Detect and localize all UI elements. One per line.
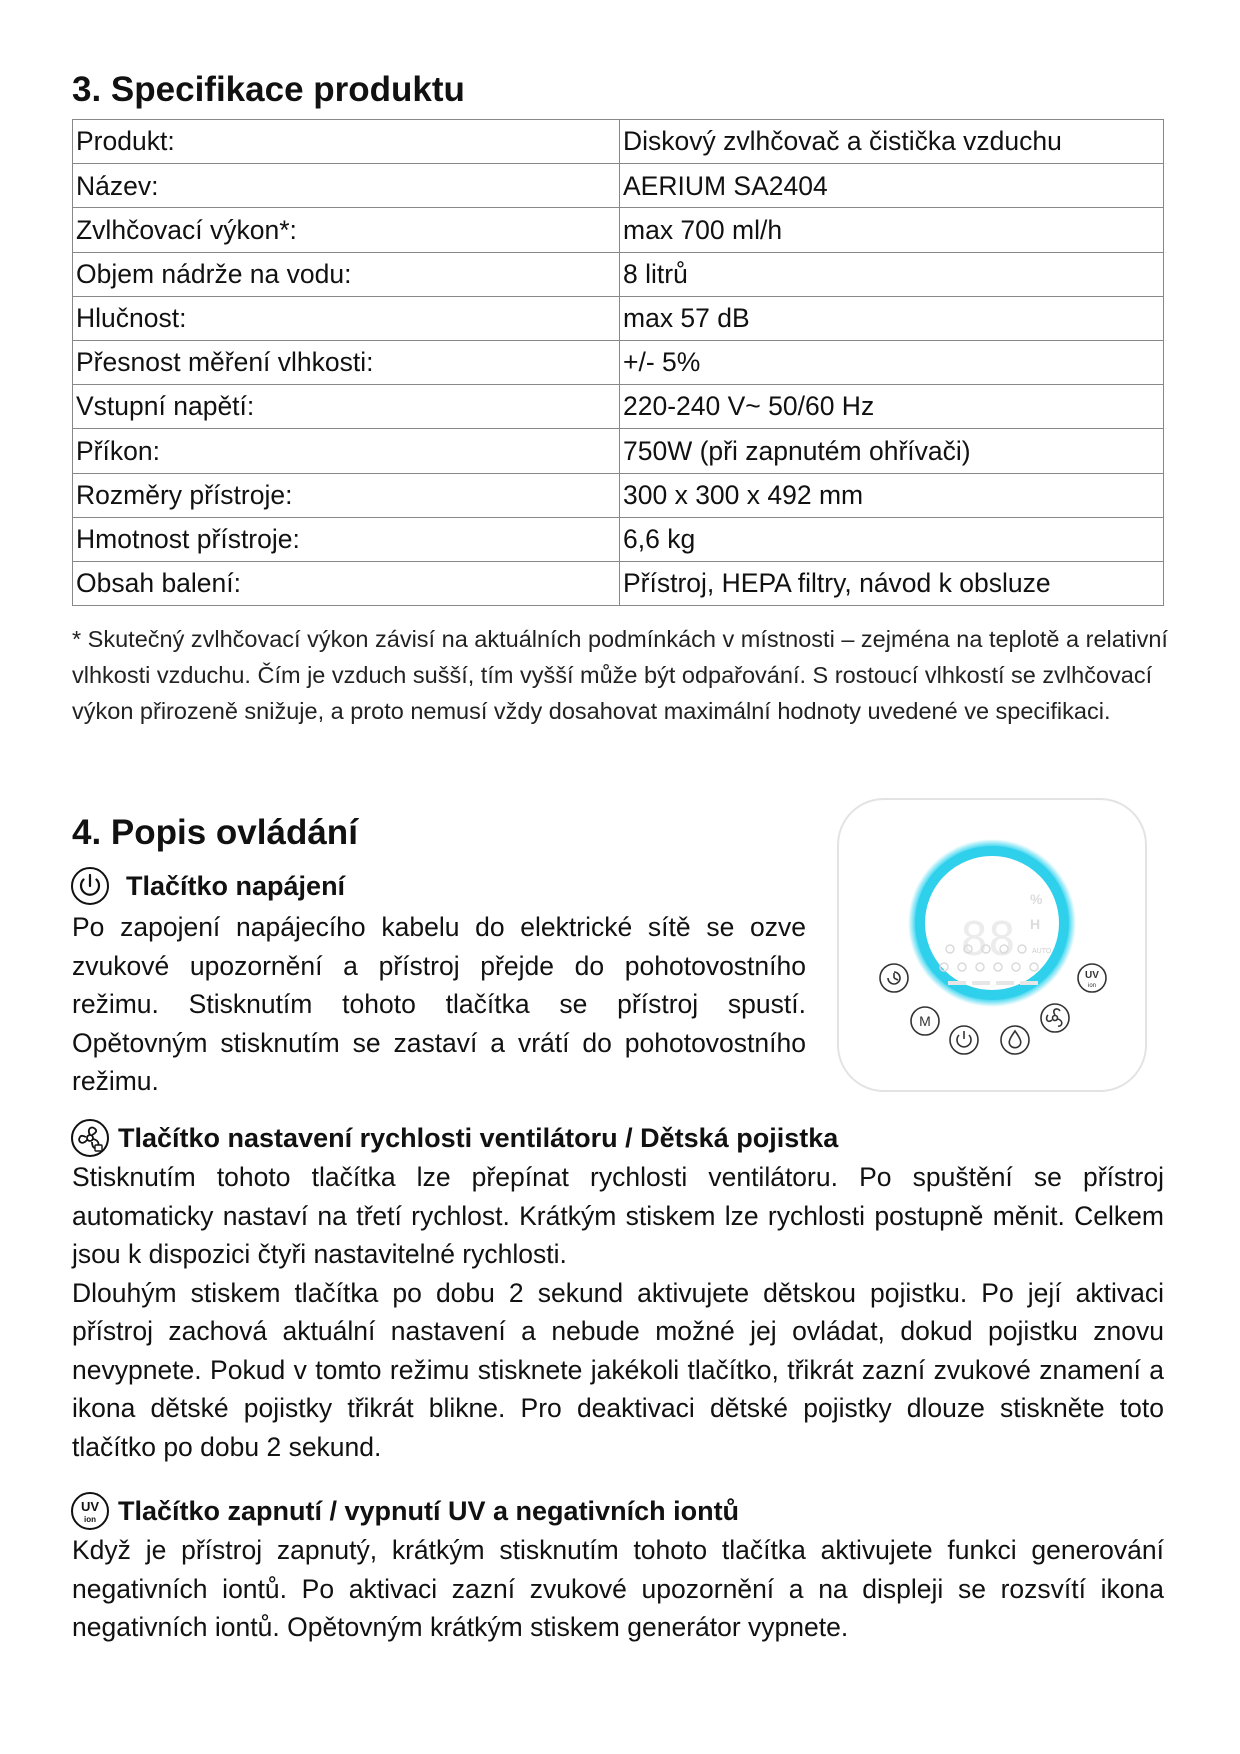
spec-label: Příkon: — [73, 429, 620, 473]
spec-row — [73, 164, 1164, 208]
spec-value: 8 litrů — [620, 252, 1164, 296]
fan-description — [72, 1158, 1164, 1466]
spec-value: 750W (při zapnutém ohřívači) — [620, 429, 1164, 473]
uv-icon-label: UV — [80, 1499, 100, 1514]
spec-heading: 3. Specifikace produktu — [72, 70, 465, 109]
uv-subheading — [70, 1491, 739, 1531]
spec-value: Přístroj, HEPA filtry, návod k obsluze — [620, 561, 1164, 605]
spec-label: Produkt: — [73, 120, 620, 164]
spec-row — [73, 517, 1164, 561]
uv-description — [72, 1531, 1164, 1647]
auto-indicator: AUTO — [1032, 948, 1052, 955]
spec-label: Hlučnost: — [73, 296, 620, 340]
uv-title: Tlačítko zapnutí / vypnutí UV a negativních iontů — [118, 1495, 740, 1526]
spec-label: Vstupní napětí: — [73, 385, 620, 429]
spec-label: Název: — [73, 164, 620, 208]
spec-value: AERIUM SA2404 — [620, 164, 1164, 208]
spec-row — [73, 296, 1164, 340]
power-title: Tlačítko napájení — [126, 870, 346, 901]
spec-value: max 700 ml/h — [620, 208, 1164, 252]
spec-row — [73, 429, 1164, 473]
spec-row — [73, 385, 1164, 429]
uv-button-sublabel: ion — [1087, 983, 1097, 989]
controls-heading: 4. Popis ovládání — [72, 813, 358, 852]
spec-row — [73, 473, 1164, 517]
fan-text-2: Dlouhým stiskem tlačítka po dobu 2 sekund aktivujete dětskou pojistku. Po její aktivaci přístroj zachová aktuální nastavení a nebude možné jej ovládat, dokud pojistku znovu nevypnete. Pokud v tomto režimu stisknete jakékoli tlačítko, třikrát zazní zvukové znamení a ikona dětské pojistky třikrát blikne. Pro deaktivaci dětské pojistky dlouze stiskněte toto tlačítko po dobu 2 sekund. — [72, 1277, 1164, 1462]
power-icon — [70, 866, 110, 906]
spec-value: 6,6 kg — [620, 517, 1164, 561]
spec-row — [73, 120, 1164, 164]
spec-label: Hmotnost přístroje: — [73, 517, 620, 561]
spec-row — [73, 561, 1164, 605]
spec-value: +/- 5% — [620, 340, 1164, 384]
spec-footnote: * Skutečný zvlhčovací výkon závisí na aktuálních podmínkách v místnosti – zejména na teplotě a relativní vlhkosti vzduchu. Čím je vzduch sušší, tím vyšší může být odpařování. S rostoucí vlhkostí se zvlhčovací výkon přirozeně snižuje, a proto nemusí vždy dosahovat maximální hodnoty uvedené ve specifikaci. — [72, 626, 1168, 724]
fan-text-1: Stisknutím tohoto tlačítka lze přepínat rychlosti ventilátoru. Po spuštění se přístroj automaticky nastaví na třetí rychlost. Krátkým stiskem lze rychlosti postupně měnit. Celkem jsou k dispozici čtyři nastavitelné rychlosti. — [72, 1162, 1164, 1269]
spec-label: Obsah balení: — [73, 561, 620, 605]
power-subheading — [70, 866, 345, 906]
power-text: Po zapojení napájecího kabelu do elektrické sítě se ozve zvukové upozornění a přístroj přejde do pohotovostního režimu. Stisknutím tohoto tlačítka se přístroj spustí. Opětovným stisknutím se zastaví a vrátí do pohotovostního režimu. — [72, 912, 806, 1096]
spec-label: Přesnost měření vlhkosti: — [73, 340, 620, 384]
control-panel-illustration — [834, 795, 1150, 1095]
unit-hours: H — [1030, 916, 1041, 932]
spec-value: Diskový zvlhčovač a čistička vzduchu — [620, 120, 1164, 164]
fan-subheading — [70, 1118, 838, 1158]
spec-label: Rozměry přístroje: — [73, 473, 620, 517]
spec-value: max 57 dB — [620, 296, 1164, 340]
uv-icon-sublabel: ion — [84, 1515, 96, 1524]
spec-row — [73, 208, 1164, 252]
unit-percent: % — [1030, 891, 1043, 907]
spec-label: Zvlhčovací výkon*: — [73, 208, 620, 252]
power-description — [72, 908, 806, 1101]
mode-button-label: M — [919, 1013, 931, 1029]
fan-icon — [70, 1118, 110, 1158]
uv-button-label: UV — [1085, 970, 1099, 981]
spec-value: 220-240 V~ 50/60 Hz — [620, 385, 1164, 429]
spec-label: Objem nádrže na vodu: — [73, 252, 620, 296]
spec-table — [72, 119, 1164, 606]
spec-row — [73, 252, 1164, 296]
spec-value: 300 x 300 x 492 mm — [620, 473, 1164, 517]
uv-text: Když je přístroj zapnutý, krátkým stisknutím tohoto tlačítka aktivujete funkci generování negativních iontů. Po aktivaci zazní zvukové upozornění a na displeji se rozsvítí ikona negativních iontů. Opětovným krátkým stiskem generátor vypnete. — [72, 1535, 1164, 1642]
fan-title: Tlačítko nastavení rychlosti ventilátoru / Dětská pojistka — [118, 1122, 839, 1153]
uv-ion-icon — [70, 1491, 110, 1531]
spec-row — [73, 340, 1164, 384]
display-digits: 88 — [960, 912, 1016, 966]
